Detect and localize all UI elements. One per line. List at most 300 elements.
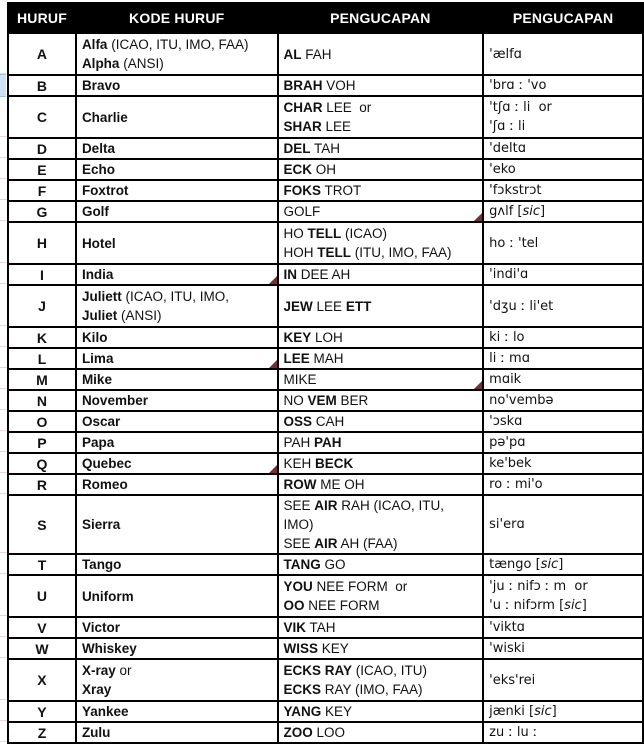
code-word-cell-l [76,348,278,369]
text-segment: VIK [283,620,307,635]
pronunciation-cell-m [278,369,484,390]
ipa-cell-t [483,554,643,575]
pronunciation-cell-z [278,722,484,743]
pronunciation-cell-s [278,495,484,554]
code-word-cell-e [76,159,278,180]
cell-line [284,723,478,742]
letter-cell-w: W [8,638,76,659]
text-segment: KEY [283,330,312,345]
cell-line [82,391,272,410]
table-row-x [8,659,643,701]
cell-line [284,596,478,615]
cell-line [284,680,478,699]
letter-cell-x: X [8,659,76,701]
text-segment: India [81,267,114,282]
text-segment: ZOO [283,725,313,740]
gridline-tick [0,699,7,700]
text-segment: Sierra [81,517,121,532]
text-segment: NEE FORM or [312,579,408,594]
gridline-tick [0,657,7,658]
cell-line [82,475,272,494]
text-segment: VEM [307,393,337,408]
gridline-tick [0,573,7,574]
cell-line [82,412,272,431]
text-segment: Bravo [81,78,121,93]
cell-line [82,328,272,347]
letter-cell-b: B [8,75,76,96]
text-segment: 'fɔkstrɔt [489,183,542,198]
text-segment: ki ː lo [489,330,525,345]
col-header-pengucapan: PENGUCAPAN [278,3,484,33]
letter-cell-n: N [8,390,76,411]
text-segment: OSS [283,414,313,429]
letter-cell-o: O [8,411,76,432]
table-row-l [8,348,643,369]
text-segment: ECKS RAY [283,663,353,678]
letter-cell-g: G [8,201,76,222]
text-segment: YANG [283,704,322,719]
cell-line [82,618,272,637]
text-segment: (ICAO, ITU, IMO, FAA) [107,37,249,52]
ipa-cell-l [483,348,643,369]
text-segment: SEE [283,536,315,551]
text-segment: zu ː lu ː [489,725,538,740]
cell-line [82,555,272,574]
text-segment: Mike [81,372,112,387]
text-segment: RAH (ICAO, ITU, IMO) [283,498,448,532]
ipa-cell-h [483,222,643,264]
cell-line [284,98,478,117]
gridline-tick [0,346,7,347]
cell-line [489,577,637,596]
text-segment: Tango [81,557,122,572]
cell-line [489,160,637,179]
table-row-h [8,222,643,264]
letter-cell-h: H [8,222,76,264]
text-segment: ho ː 'tel [489,235,539,251]
text-segment: (ICAO, ITU) [352,663,428,678]
table-row-a [8,33,643,75]
ipa-cell-i [483,264,643,285]
cell-line [82,306,272,325]
cell-line [82,160,272,179]
cell-line [284,391,478,410]
cell-line [489,391,637,410]
cell-line [284,370,478,389]
text-segment: FAH [301,46,332,62]
text-segment: Romeo [81,477,128,492]
text-segment: AIR [314,498,338,513]
code-word-cell-a [76,33,278,75]
letter-cell-a: A [8,33,76,75]
pronunciation-cell-i [278,264,484,285]
text-segment: SEE [283,498,315,513]
letter-cell-l: L [8,348,76,369]
text-segment: Juliett [81,289,122,304]
letter-cell-e: E [8,159,76,180]
table-row-y [8,701,643,722]
letter-cell-d: D [8,138,76,159]
text-segment: gʌlf [ [489,204,523,219]
text-segment: GO [320,557,346,572]
cell-line [82,433,272,452]
table-row-e [8,159,643,180]
ipa-cell-s [483,495,643,554]
letter-cell-i: I [8,264,76,285]
text-segment: ROW [283,477,317,492]
text-segment: (ICAO, ITU, IMO, [121,289,229,304]
cell-line [489,433,637,452]
cell-line [284,661,478,680]
gridline-tick [0,720,7,721]
letter-cell-t: T [8,554,76,575]
ipa-cell-y [483,701,643,722]
cell-line [489,297,637,316]
text-segment: November [81,393,148,408]
table-row-t [8,554,643,575]
text-segment: ] [581,598,587,613]
text-segment: KEH [283,456,316,471]
table-row-o [8,411,643,432]
code-word-cell-v [76,617,278,638]
table-row-i [8,264,643,285]
cell-line [284,265,478,284]
letter-cell-k: K [8,327,76,348]
text-segment: TELL [317,245,352,260]
text-segment: 'dʒu ː li'et [489,298,554,314]
cell-line [284,555,478,574]
pronunciation-cell-g [278,201,484,222]
ipa-cell-d [483,138,643,159]
text-segment: DEL [283,141,311,156]
pronunciation-cell-a [278,33,484,75]
gridline-tick [0,262,7,263]
cell-line [489,596,637,615]
cell-line [284,243,478,262]
text-segment: 'deltɑ [489,141,526,156]
cell-line [489,412,637,431]
ipa-cell-k [483,327,643,348]
pronunciation-cell-y [278,701,484,722]
ipa-cell-c [483,96,643,138]
text-segment: Hotel [81,235,116,251]
text-segment: 'brɑ ː 'vo [489,78,547,93]
code-word-cell-s [76,495,278,554]
text-segment: Victor [81,620,120,635]
left-margin-strip [0,0,7,726]
col-header-huruf: HURUF [8,3,76,33]
text-segment: 'ju ː nifɔ ː m or [489,579,588,594]
ipa-cell-e [483,159,643,180]
text-segment: Lima [81,351,114,366]
ipa-cell-j [483,285,643,327]
cell-line [489,117,637,136]
pronunciation-cell-o [278,411,484,432]
cell-line [82,702,272,721]
text-segment: FOKS [283,183,322,198]
text-segment: Delta [81,141,115,156]
cell-line [489,515,637,534]
text-segment: 'tʃɑ ː li or [489,100,552,115]
text-segment: SHAR [283,119,322,134]
text-segment: TANG [283,557,321,572]
col-header-kode-huruf: KODE HURUF [76,3,278,33]
letter-cell-c: C [8,96,76,138]
comment-marker-icon [474,213,482,221]
gridline-tick [0,451,7,452]
text-segment: Whiskey [81,641,137,656]
text-segment: LEE [312,298,346,314]
text-segment: pə'pɑ [489,435,526,450]
cell-line [284,618,478,637]
text-segment: sic [534,704,552,719]
gridline-tick [0,552,7,553]
text-segment: YOU [283,579,313,594]
text-segment: 'ælfɑ [489,46,522,62]
cell-line [489,328,637,347]
cell-line [489,181,637,200]
pronunciation-cell-t [278,554,484,575]
cell-line [284,496,478,534]
cell-line [82,234,272,253]
ipa-cell-b [483,75,643,96]
text-segment: Golf [81,204,109,219]
gridline-tick [0,157,7,158]
code-word-cell-c [76,96,278,138]
ipa-cell-f [483,180,643,201]
text-segment: AH (FAA) [337,536,398,551]
phonetic-alphabet-table [7,2,644,744]
text-segment: PAH [283,435,315,450]
table-row-r [8,474,643,495]
cell-line [489,723,637,742]
text-segment: tængo [ [489,557,541,572]
text-segment: X-ray [81,663,116,678]
ipa-cell-u [483,575,643,617]
pronunciation-cell-j [278,285,484,327]
text-segment: IN [283,267,298,282]
text-segment: HOH [283,245,318,260]
text-segment: LOO [312,725,346,740]
cell-line [284,534,478,553]
pronunciation-cell-x [278,659,484,701]
text-segment: JEW [283,298,313,314]
text-segment: sic [540,557,559,572]
gridline-tick [0,388,7,389]
code-word-cell-q [76,453,278,474]
ipa-cell-r [483,474,643,495]
text-segment: DEE AH [297,267,351,282]
letter-cell-s: S [8,495,76,554]
cell-line [82,108,272,127]
cell-line [284,639,478,658]
text-segment: LOH [311,330,343,345]
col-header-pengucapan-ipa: PENGUCAPAN [483,3,643,33]
cell-line [284,297,478,316]
table-row-q [8,453,643,474]
text-segment: 'ʃɑ ː li [489,119,526,134]
cell-line [489,639,637,658]
cell-line [284,224,478,243]
letter-cell-m: M [8,369,76,390]
text-segment: ECKS [283,682,322,697]
code-word-cell-r [76,474,278,495]
text-segment: TAH [306,620,336,635]
header-row [8,3,643,33]
text-segment: KEY [318,641,349,656]
text-segment: OO [283,598,305,613]
gridline-tick [0,325,7,326]
gridline-tick [0,615,7,616]
pronunciation-cell-u [278,575,484,617]
ipa-cell-m [483,369,643,390]
text-segment: 'wiski [489,641,525,656]
text-segment: Papa [81,435,115,450]
cell-line [489,202,637,221]
cell-line [284,412,478,431]
text-segment: Yankee [81,704,129,719]
cell-line [489,671,637,690]
code-word-cell-p [76,432,278,453]
cell-line [82,287,272,306]
text-segment: OH [312,162,337,177]
ipa-cell-a [483,33,643,75]
cell-line [82,723,272,742]
cell-line [489,45,637,64]
ipa-cell-v [483,617,643,638]
gridline-tick [0,493,7,494]
text-segment: AIR [314,536,338,551]
text-segment: MIKE [283,372,317,387]
code-word-cell-z [76,722,278,743]
code-word-cell-m [76,369,278,390]
cell-line [284,328,478,347]
text-segment: Zulu [81,725,111,740]
text-segment: 'u ː nifɔrm [ [489,598,565,613]
code-word-cell-y [76,701,278,722]
table-row-m [8,369,643,390]
text-segment: 'indi'ɑ [489,267,529,282]
ipa-cell-x [483,659,643,701]
comment-marker-icon [269,360,277,368]
pronunciation-cell-c [278,96,484,138]
text-segment: Alfa [81,37,108,52]
ipa-cell-p [483,432,643,453]
text-segment: BECK [315,456,354,471]
text-segment: Alpha [81,56,120,71]
ipa-cell-q [483,453,643,474]
gridline-tick [0,283,7,284]
code-word-cell-b [76,75,278,96]
text-segment: ] [558,557,564,572]
cell-line [284,117,478,136]
text-segment: TROT [321,183,362,198]
gridline-tick [0,472,7,473]
pronunciation-cell-d [278,138,484,159]
text-segment: Oscar [81,414,121,429]
cell-line [284,349,478,368]
cell-line [284,475,478,494]
ipa-cell-w [483,638,643,659]
cell-line [284,139,478,158]
cell-line [82,35,272,54]
code-word-cell-o [76,411,278,432]
letter-cell-j: J [8,285,76,327]
table-row-w [8,638,643,659]
cell-line [489,98,637,117]
cell-line [489,618,637,637]
text-segment: li ː mɑ [489,351,530,366]
cell-line [82,639,272,658]
text-segment: Uniform [81,588,134,604]
table-row-c [8,96,643,138]
cell-line [284,454,478,473]
letter-cell-z: Z [8,722,76,743]
text-segment: BER [336,393,369,408]
text-segment: AL [283,46,302,62]
cell-line [284,433,478,452]
text-segment: Foxtrot [81,183,129,198]
code-word-cell-d [76,138,278,159]
pronunciation-cell-h [278,222,484,264]
cell-line [82,454,272,473]
text-segment: 'eks'rei [489,672,536,688]
comment-marker-icon [269,465,277,473]
letter-cell-p: P [8,432,76,453]
code-word-cell-n [76,390,278,411]
code-word-cell-j [76,285,278,327]
text-segment: WISS [283,641,319,656]
text-segment: sic [564,598,582,613]
text-segment: Echo [81,162,115,177]
cell-line [489,454,637,473]
table-row-v [8,617,643,638]
table-row-g [8,201,643,222]
cell-line [284,160,478,179]
cell-line [489,265,637,284]
gridline-tick [0,636,7,637]
letter-cell-q: Q [8,453,76,474]
text-segment: (ITU, IMO, FAA) [351,245,452,260]
text-segment: GOLF [283,204,321,219]
cell-line [82,202,272,221]
table-row-f [8,180,643,201]
code-word-cell-h [76,222,278,264]
cell-line [284,202,478,221]
text-segment: BRAH [283,78,323,93]
text-segment: Xray [81,682,112,697]
text-segment: Juliet [81,308,118,323]
text-segment: si'erɑ [489,517,525,532]
code-word-cell-i [76,264,278,285]
pronunciation-cell-f [278,180,484,201]
cell-line [489,370,637,389]
text-segment: VOH [322,78,356,93]
text-segment: mɑik [489,372,522,387]
text-segment: TAH [310,141,341,156]
table-row-k [8,327,643,348]
cell-line [82,349,272,368]
cell-line [284,702,478,721]
table-row-s [8,495,643,554]
pronunciation-cell-n [278,390,484,411]
letter-cell-y: Y [8,701,76,722]
code-word-cell-w [76,638,278,659]
text-segment: jænki [ [489,704,535,719]
ipa-cell-n [483,390,643,411]
cell-line [82,76,272,95]
text-segment: sic [522,204,541,219]
